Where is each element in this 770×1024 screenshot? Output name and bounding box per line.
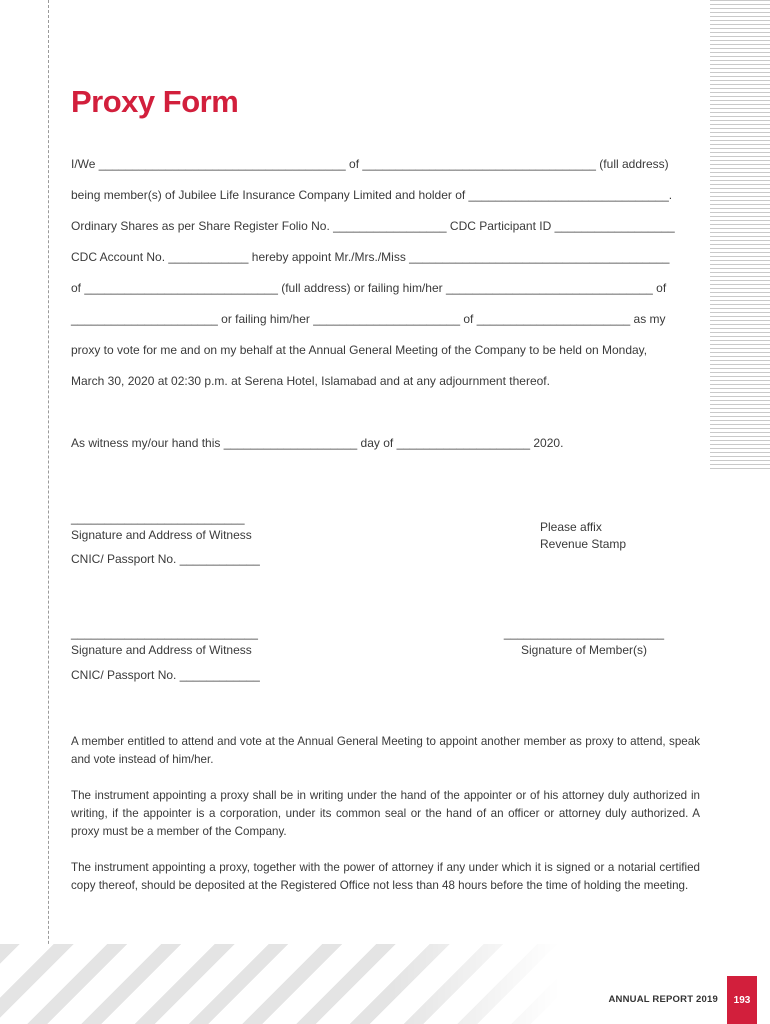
form-line-alternate: ______________________ or failing him/her ______________________ of _______________________ as my: [71, 312, 666, 326]
member-signature-block: [502, 625, 666, 659]
form-line-name: I/We _____________________________________ of ___________________________________ (full address): [71, 157, 669, 171]
member-signature-label: Signature of Member(s): [520, 643, 648, 657]
witness-2-signature-rule: ____________________________: [71, 626, 258, 640]
witness-1-block: [71, 510, 260, 568]
stamp-line-2: Revenue Stamp: [540, 537, 627, 551]
annual-report-label: ANNUAL REPORT 2019: [608, 994, 718, 1005]
witness-date-line: As witness my/our hand this ____________________ day of ____________________ 2020.: [71, 436, 564, 450]
note-paragraph: The instrument appointing a proxy shall be in writing under the hand of the appointer or of his attorney duly authorized in writing, if the appointer is a corporation, under its common seal or the hand of an officer or attorney duly authorized. A proxy must be a member of the Company.: [71, 789, 700, 838]
page-number-badge: [727, 976, 757, 1024]
form-line-appoint: CDC Account No. ____________ hereby appoint Mr./Mrs./Miss _______________________________________: [71, 250, 670, 264]
form-line-proxy-vote: proxy to vote for me and on my behalf at the Annual General Meeting of the Company to be held on Monday,: [71, 343, 648, 357]
note-paragraph: The instrument appointing a proxy, together with the power of attorney if any under which it is signed or a notarial certified copy thereof, should be deposited at the Registered Office not less than 48 hours before the time of holding the meeting.: [71, 861, 700, 892]
witness-1-signature-rule: __________________________: [71, 511, 245, 525]
witness-2-block: [71, 625, 260, 684]
note-paragraph: A member entitled to attend and vote at the Annual General Meeting to appoint another member as proxy to attend, speak and vote instead of him/her.: [71, 735, 700, 766]
revenue-stamp-box: [540, 519, 626, 553]
cut-here-dashed-line: [48, 0, 49, 1024]
edge-stripe-decoration: [710, 0, 770, 472]
form-line-membership: being member(s) of Jubilee Life Insurance Company Limited and holder of ______________________________.: [71, 188, 673, 202]
form-line-folio: Ordinary Shares as per Share Register Folio No. _________________ CDC Participant ID __________________: [71, 219, 675, 233]
page-title: Proxy Form: [71, 84, 239, 119]
witness-2-cnic: CNIC/ Passport No. ____________: [71, 668, 260, 682]
witness-2-label: Signature and Address of Witness: [71, 643, 252, 657]
witness-1-label: Signature and Address of Witness: [71, 528, 252, 542]
form-line-address: of _____________________________ (full address) or failing him/her _______________________________ of: [71, 281, 667, 295]
form-line-meeting-date: March 30, 2020 at 02:30 p.m. at Serena Hotel, Islamabad and at any adjournment thereof.: [71, 374, 550, 388]
stamp-line-1: Please affix: [540, 520, 602, 534]
member-signature-rule: ________________________: [503, 626, 665, 640]
witness-1-cnic: CNIC/ Passport No. ____________: [71, 552, 260, 566]
diagonal-stripe-decoration: [0, 944, 560, 1024]
page-number: 193: [733, 994, 751, 1006]
